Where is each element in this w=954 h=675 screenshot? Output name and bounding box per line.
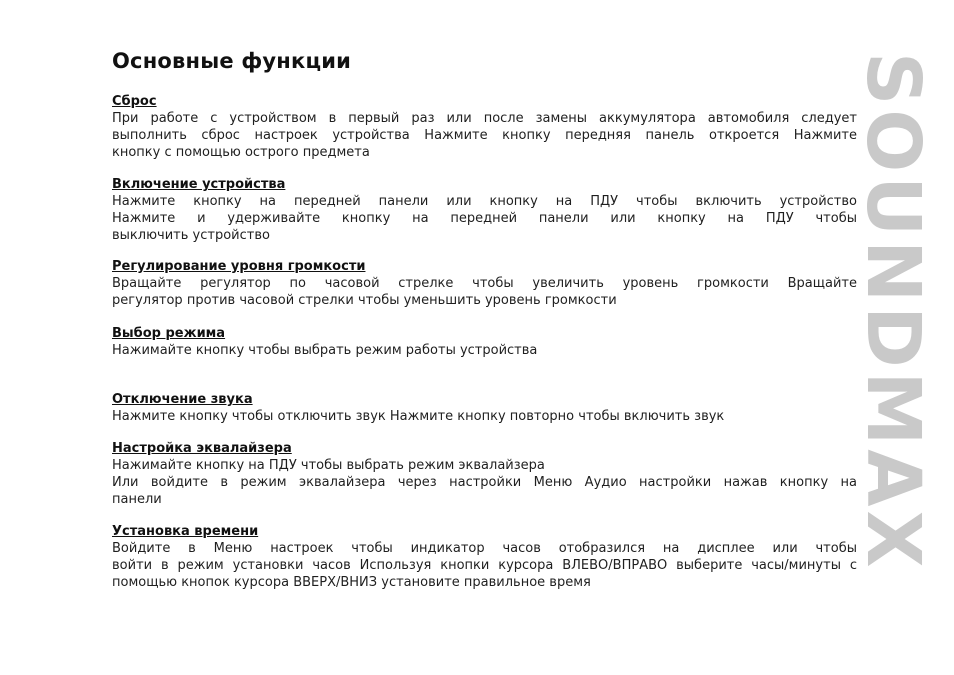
section-equalizer (112, 440, 857, 508)
text-line: Вращайте регулятор по часовой стрелке чтобы увеличить уровень громкости Вращайте (112, 276, 857, 291)
section-mute (112, 391, 857, 425)
section-heading: Регулирование уровня громкости (112, 259, 366, 274)
text-line: выполнить сброс настроек устройства Нажмите кнопку передняя панель откроется Нажмите (112, 128, 857, 143)
text-line: помощью кнопок курсора ВВЕРХ/ВНИЗ установите правильное время (112, 575, 591, 590)
text-line: регулятор против часовой стрелки чтобы уменьшить уровень громкости (112, 293, 617, 308)
text-line: Нажмите и удерживайте кнопку на передней панели или кнопку на ПДУ чтобы (112, 211, 857, 226)
text-line: Нажмите кнопку чтобы отключить звук Нажмите кнопку повторно чтобы включить звук (112, 409, 725, 424)
text-line: Войдите в Меню настроек чтобы индикатор часов отобразился на дисплее или чтобы (112, 541, 857, 556)
section-time (112, 523, 857, 591)
section-heading: Настройка эквалайзера (112, 441, 292, 456)
text-line: выключить устройство (112, 228, 270, 243)
section-heading: Включение устройства (112, 177, 286, 192)
section-mode (112, 325, 857, 359)
text-line: Нажмите кнопку на передней панели или кнопку на ПДУ чтобы включить устройство (112, 194, 857, 209)
section-power-on (112, 176, 857, 244)
section-heading: Сброс (112, 94, 157, 109)
section-heading: Отключение звука (112, 392, 253, 407)
text-line: войти в режим установки часов Используя кнопки курсора ВЛЕВО/ВПРАВО выберите часы/минуты с (112, 558, 857, 573)
text-line: При работе с устройством в первый раз или после замены аккумулятора автомобиля следует (112, 111, 857, 126)
section-reset (112, 93, 857, 161)
text-line: панели (112, 492, 162, 507)
text-line: кнопку с помощью острого предмета (112, 145, 370, 160)
page-title: Основные функции (112, 49, 352, 73)
text-line: Нажимайте кнопку чтобы выбрать режим работы устройства (112, 343, 538, 358)
section-heading: Установка времени (112, 524, 259, 539)
brand-watermark (850, 52, 936, 632)
brand-logo-text: SOUNDMAX (850, 52, 936, 572)
section-heading: Выбор режима (112, 326, 226, 341)
text-line: Нажимайте кнопку на ПДУ чтобы выбрать режим эквалайзера (112, 458, 545, 473)
section-volume (112, 258, 857, 309)
text-line: Или войдите в режим эквалайзера через настройки Меню Аудио настройки нажав кнопку на (112, 475, 857, 490)
